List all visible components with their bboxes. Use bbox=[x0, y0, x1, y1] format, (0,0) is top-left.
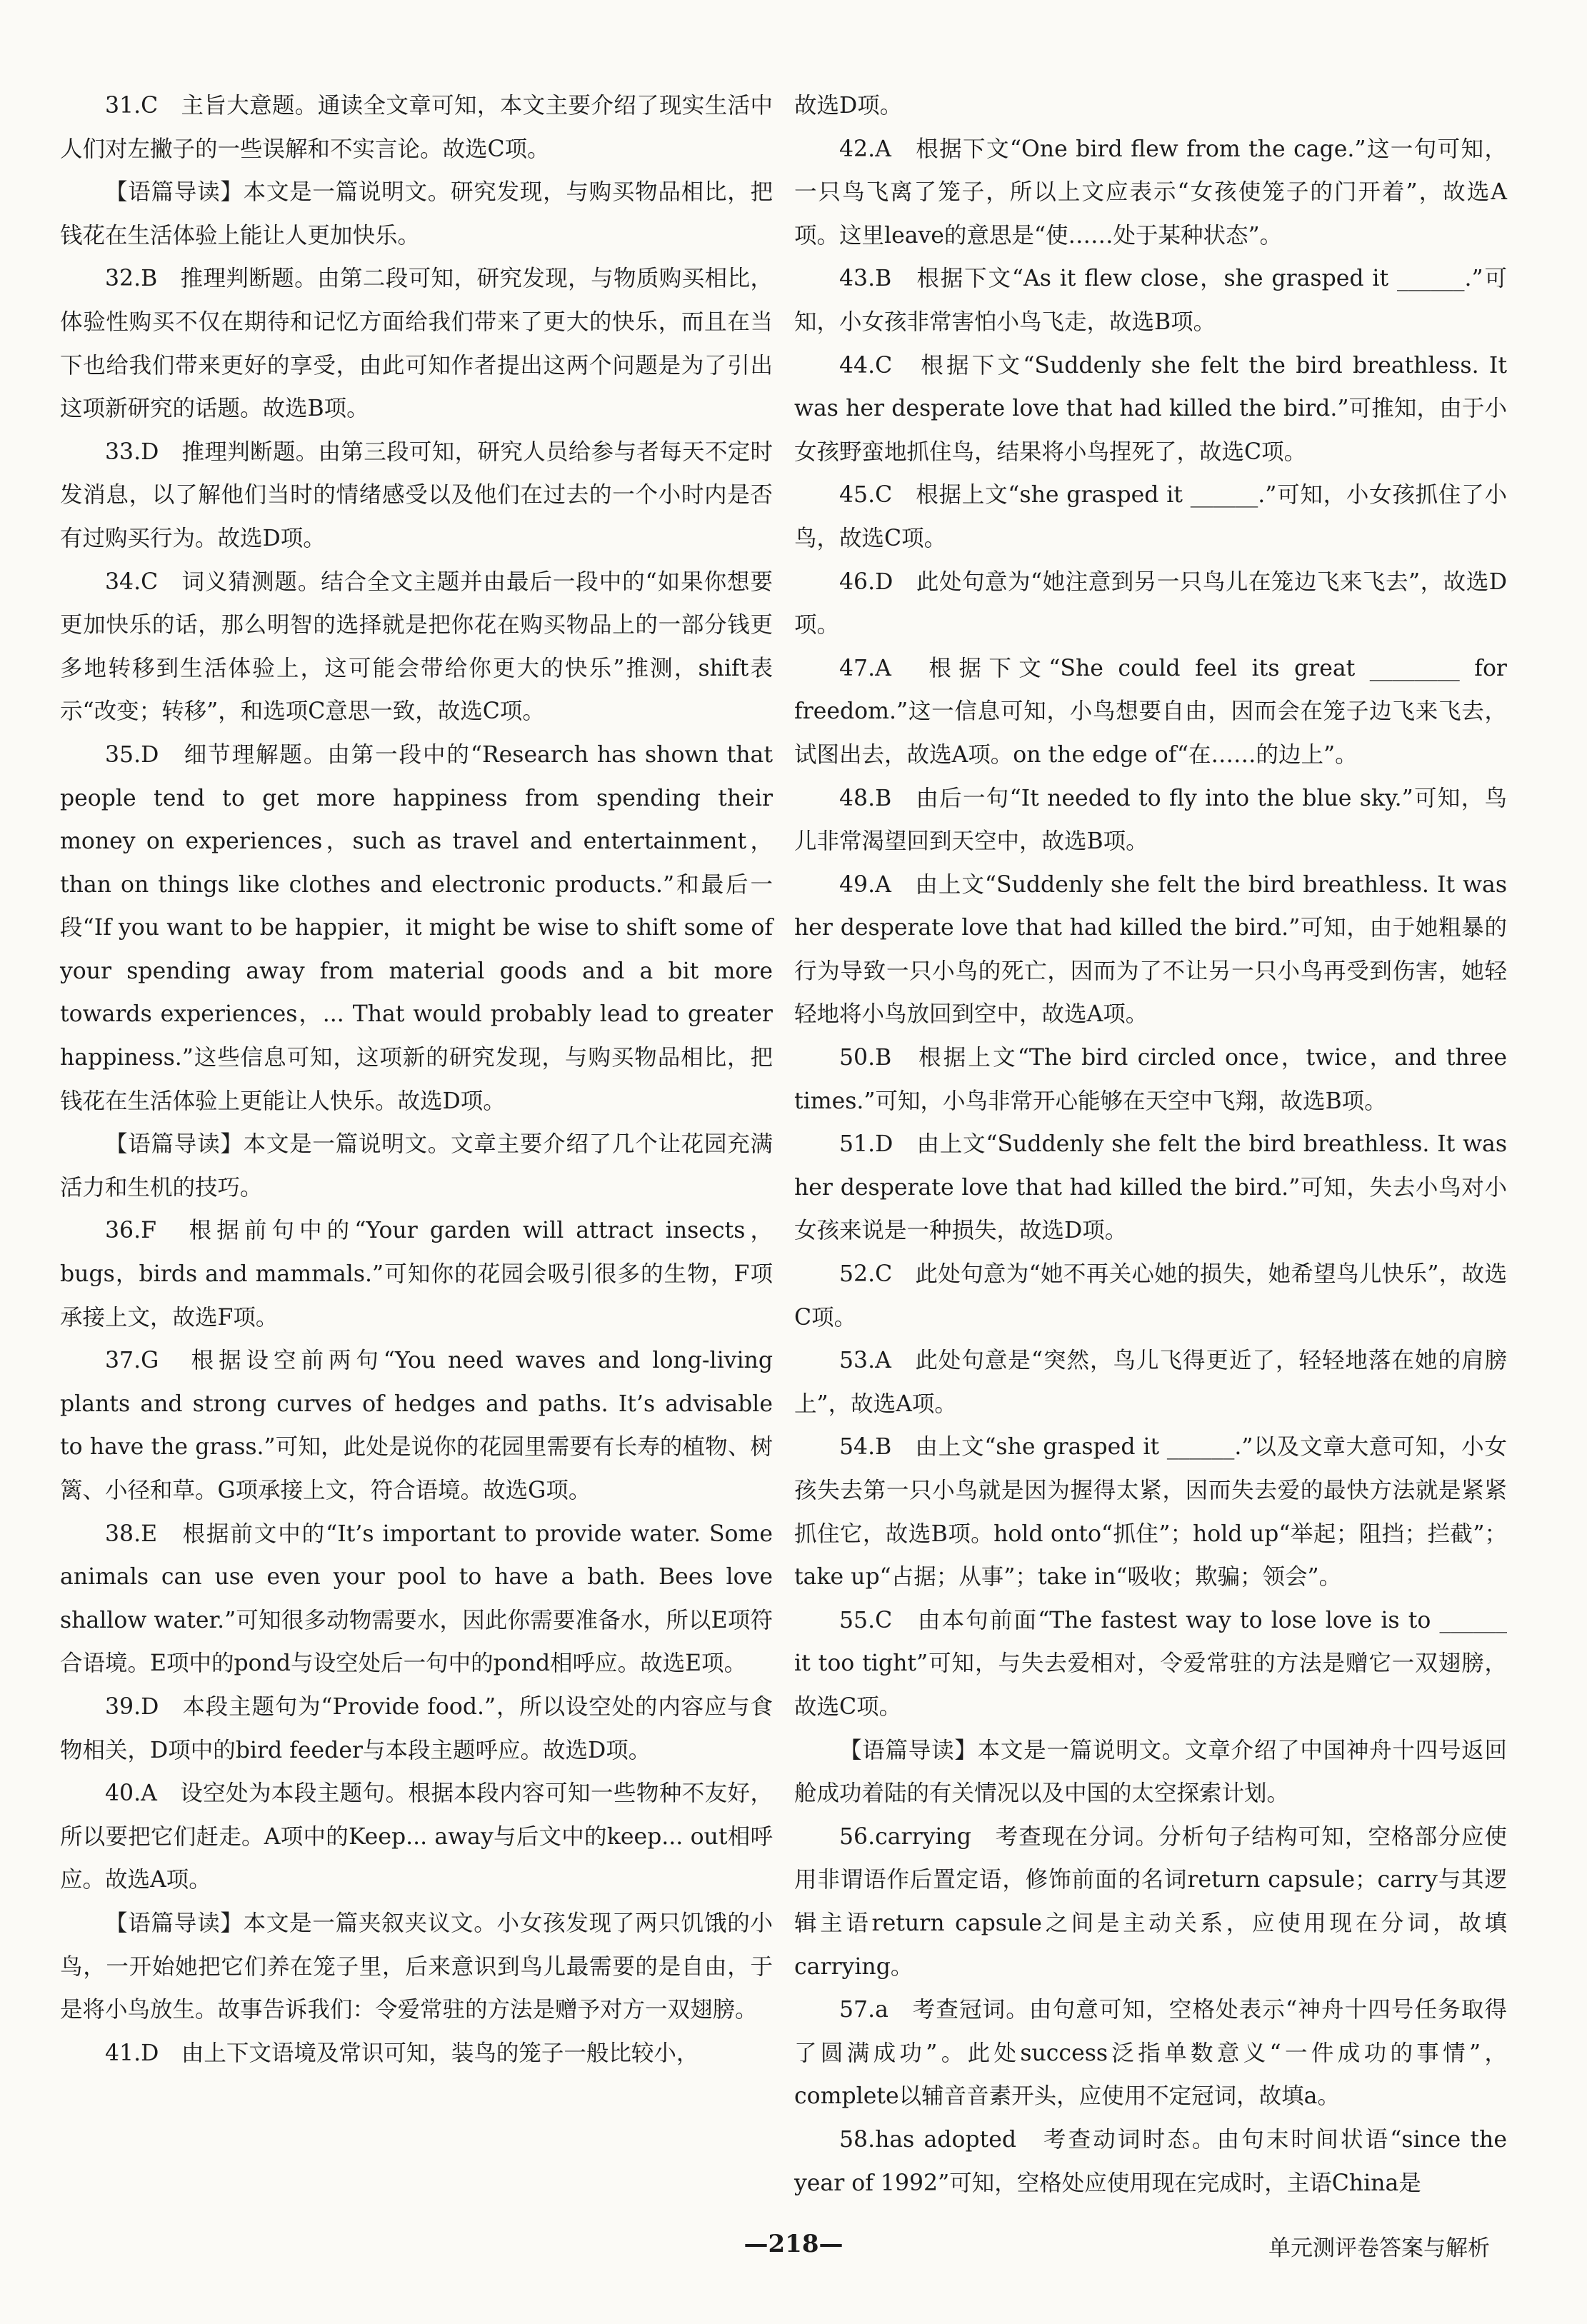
answer-paragraph: 38.E 根据前文中的“It’s important to provide water. Some animals can use even your pool to have a bath. Bees love shallow water.”可知很多动物需要水，因此你需要准备水，所以E项符合语境。E项中的pond与设空处后一句中的pond相呼应。故选E项。 bbox=[60, 1521, 773, 1677]
answer-paragraph: 56.carrying 考查现在分词。分析句子结构可知，空格部分应使用非谓语作后置定语，修饰前面的名词return capsule；carry与其逻辑主语return capsule之间是主动关系，应使用现在分词，故填carrying。 bbox=[794, 1823, 1507, 1980]
answer-paragraph: 43.B 根据下文“As it flew close，she grasped it ______.”可知，小女孩非常害怕小鸟飞走，故选B项。 bbox=[794, 266, 1507, 335]
answer-paragraph: 【语篇导读】本文是一篇说明文。文章介绍了中国神舟十四号返回舱成功着陆的有关情况以及中国的太空探索计划。 bbox=[794, 1737, 1507, 1807]
answer-paragraph: 42.A 根据下文“One bird flew from the cage.”这一句可知，一只鸟飞离了笼子，所以上文应表示“女孩使笼子的门开着”，故选A项。这里leave的意思是“使……处于某种状态”。 bbox=[794, 136, 1507, 249]
answer-paragraph: 54.B 由上文“she grasped it ______.”以及文章大意可知，小女孩失去第一只小鸟就是因为握得太紧，因而失去爱的最快方法就是紧紧抓住它，故选B项。hold onto“抓住”；hold up“举起；阻挡；拦截”；take up“占据；从事”；take in“吸收；欺骗；领会”。 bbox=[794, 1434, 1507, 1591]
answer-paragraph: 52.C 此处句意为“她不再关心她的损失，她希望鸟儿快乐”，故选C项。 bbox=[794, 1261, 1507, 1331]
answer-paragraph: 【语篇导读】本文是一篇说明文。文章主要介绍了几个让花园充满活力和生机的技巧。 bbox=[60, 1131, 773, 1201]
answer-paragraph: 49.A 由上文“Suddenly she felt the bird breathless. It was her desperate love that had killed the bird.”可知，由于她粗暴的行为导致一只小鸟的死亡，因而为了不让另一只小鸟再受到伤害，她轻轻地将小鸟放回到空中，故选A项。 bbox=[794, 871, 1507, 1028]
answer-paragraph: 35.D 细节理解题。由第一段中的“Research has shown that people tend to get more happiness from spending their money on experiences，such as travel and entertainment，than on things like clothes and electronic products.”和最后一段“If you want to be happier，it might be wise to shift some of your spending away from material goods and a bit more towards experiences，... That would probably lead to greater happiness.”这些信息可知，这项新的研究发现，与购买物品相比，把钱花在生活体验上更能让人快乐。故选D项。 bbox=[60, 741, 773, 1114]
answer-paragraph: 47.A 根据下文“She could feel its great ________ for freedom.”这一信息可知，小鸟想要自由，因而会在笼子边飞来飞去，试图出去，故选A项。on the edge of“在……的边上”。 bbox=[794, 655, 1507, 768]
answer-paragraph: 36.F 根据前句中的“Your garden will attract insects，bugs，birds and mammals.”可知你的花园会吸引很多的生物，F项承接上文，故选F项。 bbox=[60, 1218, 773, 1331]
answer-paragraph: 44.C 根据下文“Suddenly she felt the bird breathless. It was her desperate love that had killed the bird.”可推知，由于小女孩野蛮地抓住鸟，结果将小鸟捏死了，故选C项。 bbox=[794, 352, 1507, 465]
answer-paragraph: 32.B 推理判断题。由第二段可知，研究发现，与物质购买相比，体验性购买不仅在期待和记忆方面给我们带来了更大的快乐，而且在当下也给我们带来更好的享受，由此可知作者提出这两个问题是为了引出这项新研究的话题。故选B项。 bbox=[60, 266, 773, 422]
answer-paragraph: 39.D 本段主题句为“Provide food.”，所以设空处的内容应与食物相关，D项中的bird feeder与本段主题呼应。故选D项。 bbox=[60, 1693, 773, 1763]
answer-paragraph: 48.B 由后一句“It needed to fly into the blue sky.”可知，鸟儿非常渴望回到天空中，故选B项。 bbox=[794, 785, 1507, 855]
page-number: —218— bbox=[744, 2230, 843, 2258]
answer-paragraph: 【语篇导读】本文是一篇夹叙夹议文。小女孩发现了两只饥饿的小鸟，一开始她把它们养在笼子里，后来意识到鸟儿最需要的是自由，于是将小鸟放生。故事告诉我们：令爱常驻的方法是赠予对方一双翅膀。 bbox=[60, 1910, 773, 2023]
answer-paragraph: 50.B 根据上文“The bird circled once，twice，and three times.”可知，小鸟非常开心能够在天空中飞翔，故选B项。 bbox=[794, 1045, 1507, 1114]
answer-paragraph: 45.C 根据上文“she grasped it ______.”可知，小女孩抓住了小鸟，故选C项。 bbox=[794, 482, 1507, 551]
right-column bbox=[794, 84, 1507, 2205]
answer-paragraph: 57.a 考查冠词。由句意可知，空格处表示“神舟十四号任务取得了圆满成功”。此处success泛指单数意义“一件成功的事情”，complete以辅音音素开头，应使用不定冠词，故填a。 bbox=[794, 1997, 1507, 2110]
answer-paragraph: 33.D 推理判断题。由第三段可知，研究人员给参与者每天不定时发消息，以了解他们当时的情绪感受以及他们在过去的一个小时内是否有过购买行为。故选D项。 bbox=[60, 439, 773, 551]
answer-paragraph: 46.D 此处句意为“她注意到另一只鸟儿在笼边飞来飞去”，故选D项。 bbox=[794, 569, 1507, 638]
footer-title: 单元测评卷答案与解析 bbox=[1268, 2235, 1490, 2261]
left-column bbox=[60, 84, 773, 2075]
answer-paragraph: 故选D项。 bbox=[794, 93, 903, 119]
answer-paragraph: 40.A 设空处为本段主题句。根据本段内容可知一些物种不友好，所以要把它们赶走。A项中的Keep... away与后文中的keep... out相呼应。故选A项。 bbox=[60, 1780, 773, 1893]
answer-paragraph: 【语篇导读】本文是一篇说明文。研究发现，与购买物品相比，把钱花在生活体验上能让人更加快乐。 bbox=[60, 179, 773, 249]
answer-paragraph: 53.A 此处句意是“突然，鸟儿飞得更近了，轻轻地落在她的肩膀上”，故选A项。 bbox=[794, 1348, 1507, 1417]
answer-paragraph: 41.D 由上下文语境及常识可知，装鸟的笼子一般比较小， bbox=[105, 2040, 699, 2066]
answer-paragraph: 51.D 由上文“Suddenly she felt the bird breathless. It was her desperate love that had killed the bird.”可知，失去小鸟对小女孩来说是一种损失，故选D项。 bbox=[794, 1131, 1507, 1244]
answer-paragraph: 58.has adopted 考查动词时态。由句末时间状语“since the year of 1992”可知，空格处应使用现在完成时，主语China是 bbox=[794, 2126, 1507, 2196]
answer-paragraph: 55.C 由本句前面“The fastest way to lose love is to ______ it too tight”可知，与失去爱相对，令爱常驻的方法是赠它一双翅膀，故选C项。 bbox=[794, 1607, 1507, 1720]
answer-paragraph: 37.G 根据设空前两句“You need waves and long-living plants and strong curves of hedges and paths. It’s advisable to have the grass.”可知，此处是说你的花园里需要有长寿的植物、树篱、小径和草。G项承接上文，符合语境。故选G项。 bbox=[60, 1348, 773, 1503]
answer-paragraph: 34.C 词义猜测题。结合全文主题并由最后一段中的“如果你想要更加快乐的话，那么明智的选择就是把你花在购买物品上的一部分钱更多地转移到生活体验上，这可能会带给你更大的快乐”推测，shift表示“改变；转移”，和选项C意思一致，故选C项。 bbox=[60, 569, 773, 725]
answer-paragraph: 31.C 主旨大意题。通读全文章可知，本文主要介绍了现实生活中人们对左撇子的一些误解和不实言论。故选C项。 bbox=[60, 93, 773, 162]
